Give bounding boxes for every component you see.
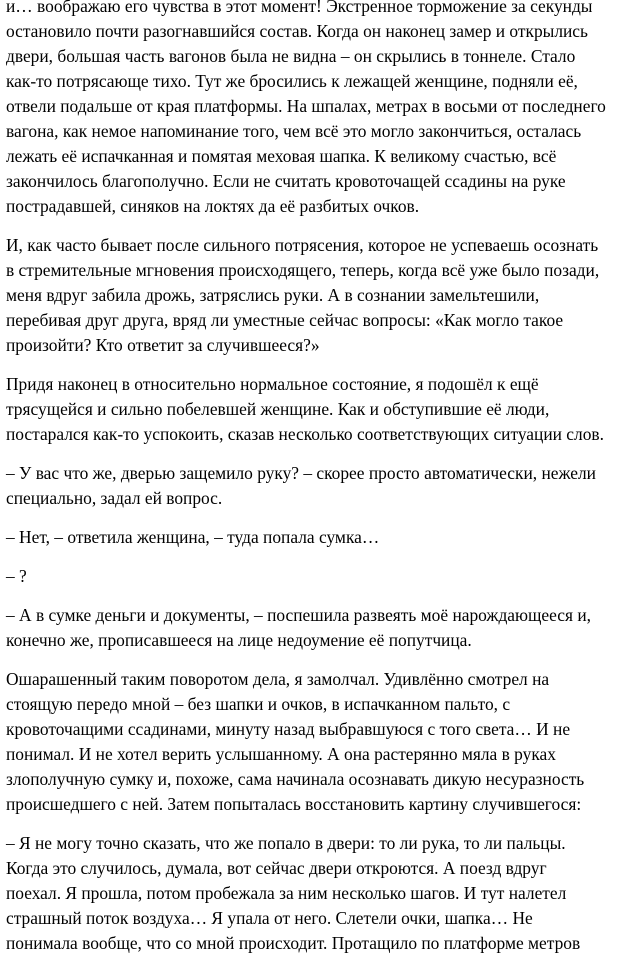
- text-line: понимал. И не хотел верить услышанному. А она растерянно мяла в руках: [6, 744, 556, 764]
- text-line: отвели подальше от края платформы. На шпалах, метрах в восьми от последнего: [6, 96, 606, 116]
- paragraph-2: [6, 233, 620, 358]
- text-line: трясущейся и сильно побелевшей женщине. Как и обступившие её люди,: [6, 399, 550, 419]
- text-line: – А в сумке деньги и документы, – поспешила развеять моё нарождающееся и,: [6, 605, 591, 625]
- text-line: лежать её испачканная и помятая меховая шапка. К великому счастью, всё: [6, 146, 557, 166]
- text-line: пострадавшей, синяков на локтях да её разбитых очков.: [6, 196, 420, 216]
- text-line: и… воображаю его чувства в этот момент! Экстренное торможение за секунды: [6, 0, 593, 16]
- text-line: остановило почти разогнавшийся состав. Когда он наконец замер и открылись: [6, 21, 588, 41]
- text-line: как-то потрясающе тихо. Тут же бросились к лежащей женщине, подняли её,: [6, 71, 578, 91]
- text-line: в стремительные мгновения происходящего, теперь, когда всё уже было позади,: [6, 260, 600, 280]
- text-line: – У вас что же, дверью защемило руку? – скорее просто автоматически, нежели: [6, 463, 596, 483]
- paragraph-9: [6, 831, 620, 955]
- text-line: происшедшего с ней. Затем попыталась восстановить картину случившегося:: [6, 794, 582, 814]
- text-line: меня вдруг забила дрожь, затряслись руки. А в сознании замельтешили,: [6, 285, 540, 305]
- paragraph-3: [6, 372, 620, 447]
- text-line: кровоточащими ссадинами, минуту назад выбравшуюся с того света… И не: [6, 719, 571, 739]
- text-line: постарался как-то успокоить, сказав несколько соответствующих ситуации слов.: [6, 424, 604, 444]
- text-line: злополучную сумку и, похоже, сама начинала осознавать дикую несуразность: [6, 769, 585, 789]
- text-line: конечно же, прописавшееся на лице недоумение её попутчица.: [6, 630, 472, 650]
- paragraph-5: [6, 525, 620, 550]
- paragraph-7: [6, 603, 620, 653]
- text-line: Когда это случилось, думала, вот сейчас двери откроются. А поезд вдруг: [6, 858, 547, 878]
- text-line: стоящую передо мной – без шапки и очков, в испачканном пальто, с: [6, 694, 511, 714]
- paragraph-6: [6, 564, 620, 589]
- text-line: специально, задал ей вопрос.: [6, 488, 223, 508]
- text-line: страшный поток воздуха… Я упала от него. Слетели очки, шапка… Не: [6, 908, 533, 928]
- paragraph-1: [6, 0, 620, 219]
- document-text: [6, 0, 620, 955]
- text-line: И, как часто бывает после сильного потрясения, которое не успеваешь осознать: [6, 235, 599, 255]
- text-line: понимала вообще, что со мной происходит. Протащило по платформе метров: [6, 933, 581, 953]
- paragraph-8: [6, 667, 620, 817]
- text-line: закончилось благополучно. Если не считать кровоточащей ссадины на руке: [6, 171, 566, 191]
- text-line: – ?: [6, 566, 27, 586]
- text-line: вагона, как немое напоминание того, чем всё это могло закончиться, осталась: [6, 121, 582, 141]
- text-line: перебивая друг друга, вряд ли уместные сейчас вопросы: «Как могло такое: [6, 310, 564, 330]
- text-line: – Нет, – ответила женщина, – туда попала сумка…: [6, 527, 380, 547]
- paragraph-4: [6, 461, 620, 511]
- text-line: Ошарашенный таким поворотом дела, я замолчал. Удивлённо смотрел на: [6, 669, 550, 689]
- text-line: Придя наконец в относительно нормальное состояние, я подошёл к ещё: [6, 374, 539, 394]
- text-line: поехал. Я прошла, потом пробежала за ним несколько шагов. И тут налетел: [6, 883, 567, 903]
- text-line: двери, большая часть вагонов была не видна – он скрылись в тоннеле. Стало: [6, 46, 576, 66]
- text-line: произойти? Кто ответит за случившееся?»: [6, 335, 320, 355]
- text-line: – Я не могу точно сказать, что же попало в двери: то ли рука, то ли пальцы.: [6, 833, 566, 853]
